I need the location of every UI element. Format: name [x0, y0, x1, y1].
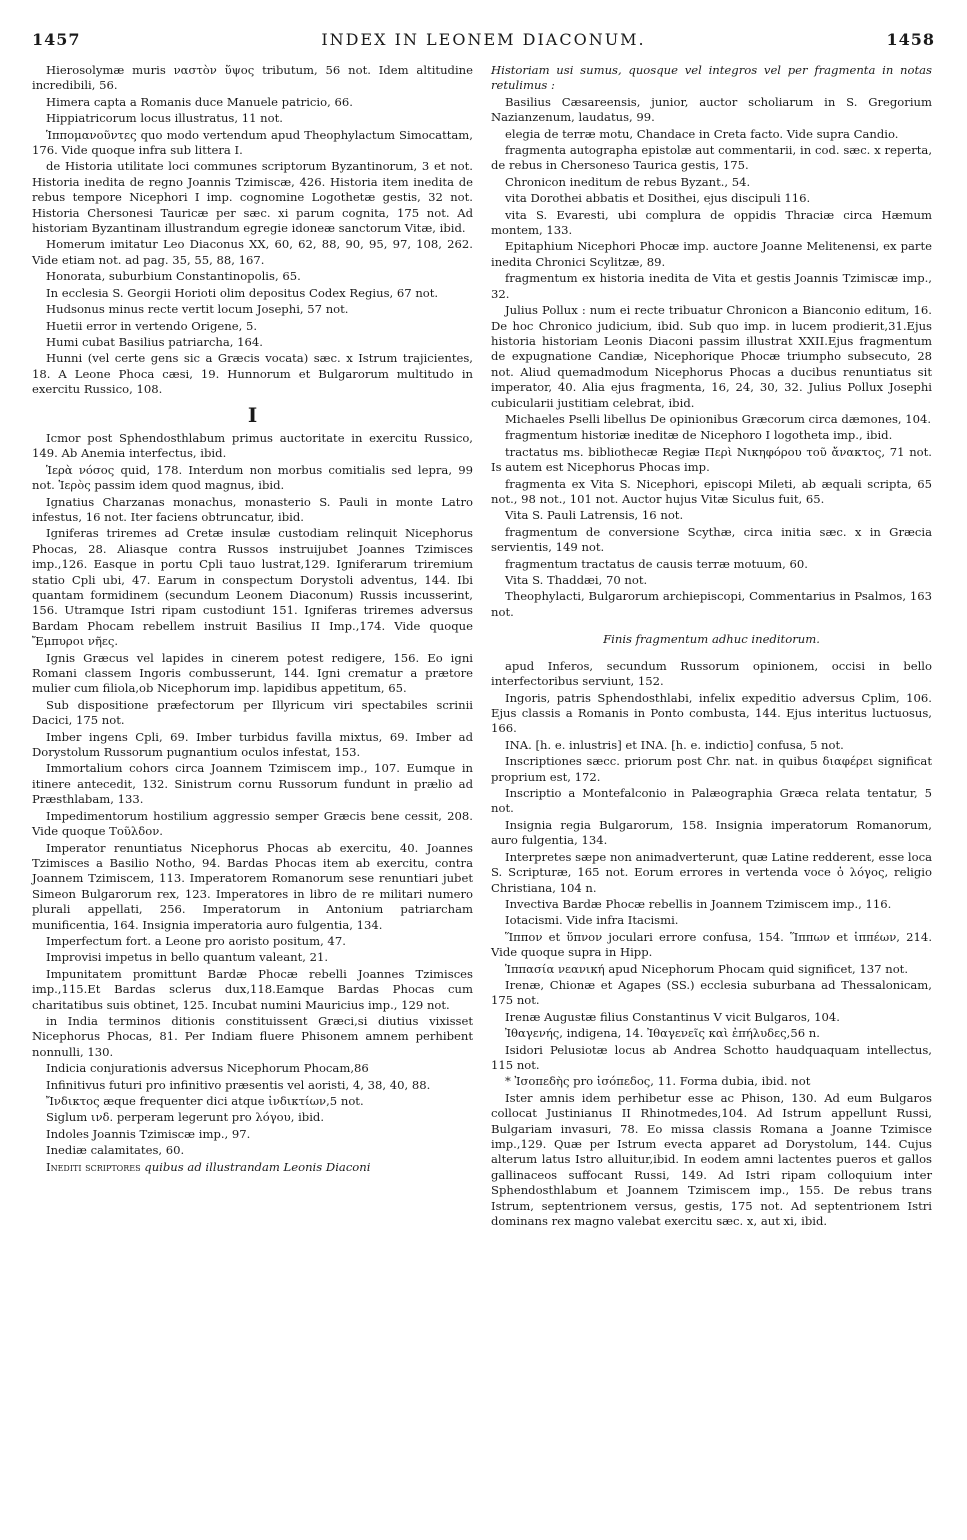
left-column — [32, 63, 473, 1230]
index-entry: Homerum imitatur Leo Diaconus XX, 60, 62, 88, 90, 95, 97, 108, 262. Vide etiam not. ad pag. 35, 55, 88, 167. — [32, 237, 473, 267]
index-entry: Impedimentorum hostilium aggressio semper Græcis bene cessit, 208. Vide quoque Τοῦλδον. — [32, 808, 473, 839]
index-entry: Invectiva Bardæ Phocæ rebellis in Joannem Tzimiscem imp., 116. — [505, 896, 892, 911]
index-entry: fragmenta ex Vita S. Nicephori, episcopi Mileti, ab æquali scripta, 65 not., 98 not., 101 not. Auctor hujus Vitæ Siculus fuit, 65. — [491, 476, 932, 506]
index-entry: Igniferas triremes ad Cretæ insulæ custodiam relinquit Nicephorus Phocas, 28. Aliasque contra Russos instruijubet Joannes Tzimisces imp.,126. Easque in portu Cpli tauo lustrat,129. Igniferarum triremium statio Cpli ubi, 47. Earum in conspectum Dorystoli adventus, 144. Ibi quantam formidinem (secundum Leonem Diaconum) Russis incusserint, 156. Utramque Istri ripam custodiunt 151. Igniferas triremes adversus Bardam Phocam rebellem instruit Basilius II Imp.,174. Vide quoque Ἔμπυροι νῆες. — [32, 526, 473, 649]
index-entry — [32, 1160, 473, 1175]
index-entry: Immortalium cohors circa Joannem Tzimiscem imp., 107. Eumque in itinere antecedit, 132. Sinistrum cornu Russorum fundunt in prælio ad Præsthlabam, 133. — [32, 761, 473, 807]
index-entry: Hierosolymæ muris ναστὸν ὕψος tributum, 56 not. Idem altitudine incredibili, 56. — [32, 63, 473, 93]
index-entry: tractatus ms. bibliothecæ Regiæ Περὶ Νικηφόρου τοῦ ἄνακτος, 71 not. Is autem est Nicephorus Phocas imp. — [491, 444, 932, 475]
index-entry: Siglum ινδ. perperam legerunt pro λόγου, ibid. — [46, 1110, 325, 1125]
right-column — [491, 63, 932, 1230]
index-entry: Infinitivus futuri pro infinitivo præsentis vel aoristi, 4, 38, 40, 88. — [46, 1077, 431, 1092]
index-entry: Humi cubat Basilius patriarcha, 164. — [46, 334, 263, 349]
index-entry: Indicia conjurationis adversus Nicephorum Phocam,86 — [46, 1061, 369, 1076]
index-entry: in India terminos ditionis constituissent Græci,si diutius vixisset Nicephorus Phocas, 81. Per Indiam fluere Phisonem amnem perhibent nonnulli, 130. — [32, 1013, 473, 1059]
index-entry: Inediæ calamitates, 60. — [46, 1143, 185, 1158]
index-entry: Theophylacti, Bulgarorum archiepiscopi, Commentarius in Psalmos, 163 not. — [491, 589, 932, 619]
two-column-body — [32, 63, 935, 1230]
index-entry: Iotacismi. Vide infra Itacismi. — [505, 913, 679, 928]
index-entry: Imber ingens Cpli, 69. Imber turbidus favilla mixtus, 69. Imber ad Dorystolum Russorum pugnantium oculos infestat, 153. — [32, 729, 473, 760]
index-entry: In ecclesia S. Georgii Horioti olim depositus Codex Regius, 67 not. — [46, 285, 439, 300]
index-entry: Ingoris, patris Sphendosthlabi, infelix expeditio adversus Cplim, 106. Ejus classis a Romanis in Ponto combusta, 144. Ejus interitus luctuosus, 166. — [491, 690, 932, 736]
running-title: INDEX IN LEONEM DIACONUM. — [321, 30, 646, 49]
index-entry: Irenæ Augustæ filius Constantinus V vicit Bulgaros, 104. — [505, 1009, 840, 1024]
right-page-number: 1458 — [886, 30, 935, 49]
index-entry: Basilius Cæsareensis, junior, auctor scholiarum in S. Gregorium Nazianzenum, laudatus, 99. — [491, 94, 932, 125]
index-entry: Improvisi impetus in bello quantum valeant, 21. — [46, 950, 329, 965]
index-entry: Impunitatem promittunt Bardæ Phocæ rebelli Joannes Tzimisces imp.,115.Et Bardas sclerus dux,118.Eamque Bardas Phocas cum charitatibus suis obtinet, 125. Incubat numini Mauricius imp., 129 not. — [32, 966, 473, 1012]
index-entry: Inscriptio a Montefalconio in Palæographia Græca relata tentatur, 5 not. — [491, 786, 932, 816]
index-entry: Himera capta a Romanis duce Manuele patricio, 66. — [46, 94, 353, 109]
index-entry: de Historia utilitate loci communes scriptorum Byzantinorum, 3 et not. Historia inedita de regno Joannis Tzimiscæ, 426. Historia item inedita de rebus tempore Nicephori I imp. cognomine Logothetæ gestis, 32 not. Historia Chersonesi Tauricæ per sæc. xi parum cognita, 175 not. Ad historiam Byzantinam illustrandum egregie idoneæ sanctorum Vitæ, ibid. — [32, 159, 473, 236]
index-entry: Ister amnis idem perhibetur esse ac Phison, 130. Ad eum Bulgaros collocat Justinianus II Rhinotmedes,104. Ad Istrum appellunt Russi, Bulgariam invasuri, 78. Eo missa classis Romana a Joanne Tzimisce imp.,129. Quæ per Istrum evecta apparet ad Dorystolum, 144. Cujus alterum latus Istro alluitur,ibid. In eodem amni lactentes pueros et gallos gallinaceos suffocant Russi, 149. Ad Istri ripam colloquium inter Sphendosthlabum et Joannem Tzimiscem imp., 155. De rebus trans Istrum, septentrionem versus, gestis, 175 not. Ad septentrionem Istri dominans rex magno valebat exercitu sæc. x, aut xi, ibid. — [491, 1090, 932, 1229]
index-entry: Indoles Joannis Tzimiscæ imp., 97. — [46, 1126, 251, 1141]
page-header — [32, 30, 935, 49]
index-entry: Ἰθαγενής, indigena, 14. Ἰθαγενεῖς καὶ ἐπήλυδες,56 n. — [505, 1026, 820, 1041]
index-entry: Ἴνδικτος æque frequenter dici atque ἰνδικτίων,5 not. — [46, 1094, 364, 1108]
index-entry: Hippiatricorum locus illustratus, 11 not. — [46, 111, 283, 126]
index-entry: Vita S. Thaddæi, 70 not. — [505, 573, 648, 587]
index-entry: Ignis Græcus vel lapides in cinerem potest redigere, 156. Eo igni Romani classem Ingoris combusserunt, 144. Igni crematur a prætore mulier cum filiola,ob Nicephorum imp. lapidibus appetitum, 65. — [32, 650, 473, 696]
index-entry: Icmor post Sphendosthlabum primus auctoritate in exercitu Russico, 149. Ab Anemia interfectus, ibid. — [32, 430, 473, 461]
index-entry: Epitaphium Nicephori Phocæ imp. auctore Joanne Melitenensi, ex parte inedita Chronici Scylitzæ, 89. — [491, 239, 932, 269]
index-entry: INA. [h. e. inlustris] et INA. [h. e. indictio] confusa, 5 not. — [505, 737, 844, 752]
index-entry: Hudsonus minus recte vertit locum Josephi, 57 not. — [46, 302, 349, 317]
continuation-heading: Historiam usi sumus, quosque vel integros vel per fragmenta in notas retulimus : — [491, 63, 932, 93]
finis-line: Finis fragmentum adhuc ineditorum. — [603, 631, 820, 646]
index-entry: Michaeles Pselli libellus De opinionibus Græcorum circa dæmones, 104. — [505, 411, 932, 426]
index-entry: Irenæ, Chionæ et Agapes (SS.) ecclesia suburbana ad Thessalonicam, 175 not. — [491, 977, 932, 1008]
index-entry: Imperator renuntiatus Nicephorus Phocas ab exercitu, 40. Joannes Tzimisces a Basilio Notho, 94. Bardas Phocas item ab exercitu, contra Joannem Tzimiscem, 113. Imperatorem Romanorum sese renuntiari jubet Simeon Bulgarorum rex, 123. Imperatores in libro de re militari numero plurali appellati, 256. Imperatorum in Antonium patriarcham munificentia, 164. Insignia imperatoria auro fulgentia, 134. — [32, 840, 473, 932]
index-entry: Hunni (vel certe gens sic a Græcis vocata) sæc. x Istrum trajicientes, 18. A Leone Phoca cæsi, 19. Hunnorum et Bulgarorum multitudo in exercitu Russico, 108. — [32, 351, 473, 397]
index-entry: vita Dorothei abbatis et Dosithei, ejus discipuli 116. — [505, 191, 811, 206]
index-entry: Huetii error in vertendo Origene, 5. — [46, 318, 258, 333]
index-entry: Julius Pollux : num ei recte tribuatur Chronicon a Bianconio editum, 16. De hoc Chronico judicium, ibid. Sub quo imp. in lucem prodierit,31.Ejus historia historiam Leonis Diaconi passim illustrat XXII.Ejus fragmentum de expugnatione Candiæ, Nicephorique Phocæ triumpho subsecuto, 28 not. Aliud quemadmodum Nicephorus Phocas a ducibus renuntiatus sit imperator, 40. Alia ejus fragmenta, 16, 24, 30, 32. Julius Pollux Josephi cubicularii justitiam celebrat, ibid. — [491, 303, 932, 410]
italic-continuation: quibus ad illustrandam Leonis Diaconi — [144, 1159, 371, 1174]
index-entry: vita S. Evaresti, ubi complura de oppidis Thraciæ circa Hæmum montem, 133. — [491, 207, 932, 238]
index-entry: fragmentum ex historia inedita de Vita et gestis Joannis Tzimiscæ imp., 32. — [491, 271, 932, 301]
index-entry: Ἱερὰ νόσος quid, 178. Interdum non morbus comitialis sed lepra, 99 not. Ἱερὸς passim idem quod magnus, ibid. — [32, 462, 473, 493]
index-entry: apud Inferos, secundum Russorum opinionem, occisi in bello interfectoribus serviunt, 152. — [491, 658, 932, 689]
index-entry: Isidori Pelusiotæ locus ab Andrea Schotto haudquaquam intellectus, 115 not. — [491, 1042, 932, 1072]
index-entry: Sub dispositione præfectorum per Illyricum viri spectabiles scrinii Dacici, 175 not. — [32, 697, 473, 728]
index-entry: Chronicon ineditum de rebus Byzant., 54. — [505, 174, 751, 189]
index-entry: Vita S. Pauli Latrensis, 16 not. — [505, 508, 684, 523]
index-entry: Interpretes sæpe non animadverterunt, quæ Latine redderent, esse loca S. Scripturæ, 165 not. Eorum errores in vertenda voce ὁ λόγος, religio Christiana, 104 n. — [491, 849, 932, 895]
index-entry: fragmentum tractatus de causis terræ motuum, 60. — [505, 556, 808, 571]
index-entry: Ἵππον et ὕπνον joculari errore confusa, 154. Ἵππων et ἱππέων, 214. Vide quoque supra in Hipp. — [491, 929, 932, 960]
section-letter: I — [247, 402, 258, 427]
index-entry: Inscriptiones sæcc. priorum post Chr. nat. in quibus διαφέρει significat proprium est, 172. — [491, 754, 932, 784]
smallcaps-lemma: Inediti scriptores — [46, 1159, 141, 1174]
index-entry: * Ἰσοπεδὴς pro ἰσόπεδος, 11. Forma dubia, ibid. not — [505, 1074, 811, 1089]
index-entry: Ἱππομανοῦντες quo modo vertendum apud Theophylactum Simocattam, 176. Vide quoque infra sub littera I. — [32, 127, 473, 158]
index-entry: Ignatius Charzanas monachus, monasterio S. Pauli in monte Latro infestus, 16 not. Iter faciens obtruncatur, ibid. — [32, 494, 473, 524]
left-page-number: 1457 — [32, 30, 81, 49]
index-entry: Imperfectum fort. a Leone pro aoristo positum, 47. — [46, 933, 346, 948]
index-entry: fragmenta autographa epistolæ aut commentarii, in cod. sæc. x reperta, de rebus in Chersoneso Taurica gestis, 175. — [491, 143, 932, 173]
index-entry: elegia de terræ motu, Chandace in Creta facto. Vide supra Candio. — [505, 126, 899, 141]
index-entry: fragmentum historiæ ineditæ de Nicephoro I logotheta imp., ibid. — [505, 428, 893, 443]
index-entry: Insignia regia Bulgarorum, 158. Insignia imperatorum Romanorum, auro fulgentia, 134. — [491, 817, 932, 848]
index-entry: fragmentum de conversione Scythæ, circa initia sæc. x in Græcia servientis, 149 not. — [491, 524, 932, 555]
index-entry: Ἱππασία νεανική apud Nicephorum Phocam quid significet, 137 not. — [505, 961, 909, 976]
index-entry: Honorata, suburbium Constantinopolis, 65. — [46, 269, 301, 284]
